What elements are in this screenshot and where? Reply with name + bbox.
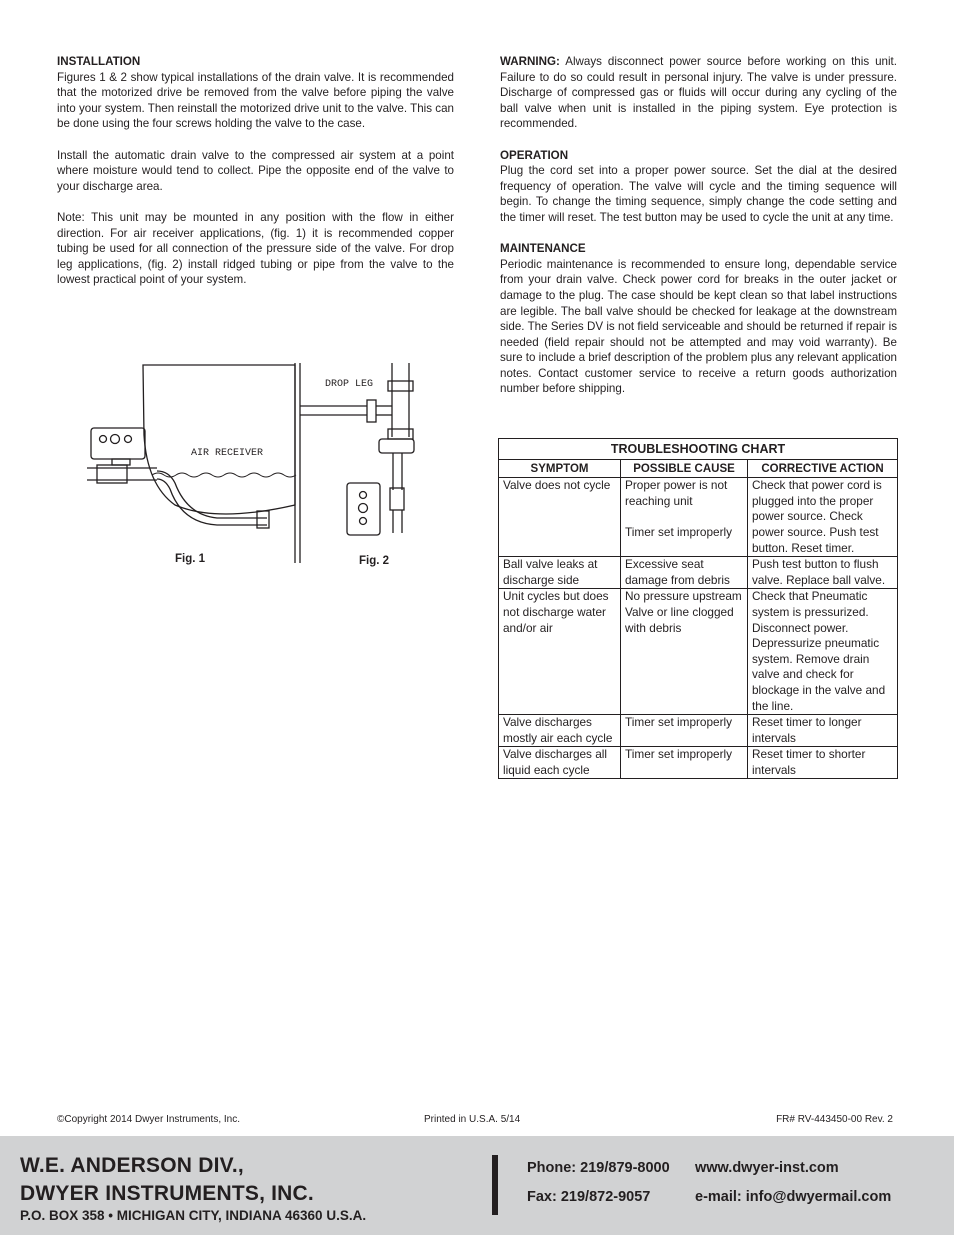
air-receiver-tank [143, 365, 295, 514]
warning-paragraph [500, 54, 897, 132]
action-item: Check that Pneumatic system is pressurized. [752, 589, 869, 619]
water-waves [152, 473, 296, 477]
operation-heading: OPERATION [500, 148, 569, 162]
drop-leg-reducer [379, 439, 414, 453]
installation-paragraph-2: Install the automatic drain valve to the compressed air system at a point where moisture would tend to collect. Pipe the opposite end of the valve to your discharge area. [57, 148, 454, 193]
installation-paragraph-3: Note: This unit may be mounted in any position with the flow in either direction. For air receiver applications, (fig. 1) it is recommended copper tubing be used for all connection of the pressure side of the valve. For drop leg applications, (fig. 2) install ridged tubing or pipe from the valve to the lowest practical point of your system. [57, 210, 454, 287]
table-row [499, 747, 898, 779]
fig2-ball-valve [390, 488, 404, 510]
header-possible-cause: POSSIBLE CAUSE [621, 459, 748, 478]
table-row [499, 715, 898, 747]
fig2-drain-valve-case [347, 483, 380, 535]
cause-item: Timer set improperly [625, 524, 733, 539]
fig1-drain-valve-case [91, 428, 145, 459]
cause-cell: Excessive seat damage from debris [621, 557, 748, 589]
drop-leg-tee [367, 400, 376, 422]
action-cell: Reset timer to shorter intervals [748, 747, 898, 779]
warning-label: WARNING: [500, 55, 560, 68]
fig1-ball-valve [112, 459, 130, 465]
operation-paragraph: Plug the cord set into a proper power source. Set the dial at the desired frequency of operation. The valve will cycle and the timing sequence will begin. To change the timing sequence, simply change the code setting and the timer will reset. The test button may be used to cycle the unit at any time. [500, 164, 897, 224]
maintenance-paragraph: Periodic maintenance is recommended to ensure long, dependable service from your drain valve. Check power cord for breaks in the outer jacket or damage to the plug. The case should be kept clean so that label instructions are legible. The ball valve should be checked for leakage at the downstream side. The Series DV is not field serviceable and should be returned if repair is needed (field repair should not be attempted and may void warranty). Be sure to include a brief description of the problem plus any relevant application notes. Contact customer service to receive a return goods authorization number before shipping. [500, 257, 897, 396]
cause-item: Proper power is not reaching unit [625, 478, 728, 508]
installation-paragraph-1: Figures 1 & 2 show typical installations of the drain valve. It is recommended that the motorized drive be removed from the valve before piping the valve into your system. Then reinstall the motorized drive unit to the valve. This can be done using the four screws holding the valve to the case. [57, 70, 454, 131]
company-name-line-1: W.E. ANDERSON DIV., [20, 1154, 244, 1177]
table-row [499, 589, 898, 715]
table-row [499, 478, 898, 557]
symptom-cell: Valve does not cycle [499, 478, 621, 557]
symptom-cell: Unit cycles but does not discharge water and/or air [499, 589, 621, 715]
figure-1-caption: Fig. 1 [175, 553, 206, 565]
cause-cell [621, 589, 748, 715]
action-cell [748, 589, 898, 715]
drop-leg-label: DROP LEG [325, 379, 374, 390]
cause-item: No pressure upstream [625, 589, 742, 604]
printed-text: Printed in U.S.A. 5/14 [424, 1114, 521, 1125]
symptom-cell: Ball valve leaks at discharge side [499, 557, 621, 589]
cause-item: Valve or line clogged with debris [625, 604, 734, 635]
email-link[interactable]: e-mail: info@dwyermail.com [695, 1189, 892, 1205]
copyright-text: ©Copyright 2014 Dwyer Instruments, Inc. [57, 1114, 240, 1125]
table-row [499, 557, 898, 589]
header-symptom: SYMPTOM [499, 459, 621, 478]
maintenance-heading: MAINTENANCE [500, 242, 586, 256]
cause-cell: Timer set improperly [621, 747, 748, 779]
fig1-copper-tubing [157, 471, 267, 518]
warning-text: Always disconnect power source before working on this unit. Failure to do so could result in personal injury. The valve is under pressure. Discharge of compressed gas or fluids will occur during any cycling of the ball valve when unit is installed in the piping system. Eye protection is recommended. [500, 55, 897, 131]
form-number: FR# RV-443450-00 Rev. 2 [776, 1114, 893, 1125]
figure-2-caption: Fig. 2 [359, 555, 390, 567]
chart-title: TROUBLESHOOTING CHART [499, 439, 898, 460]
footer-divider [492, 1155, 498, 1215]
fax-number: Fax: 219/872-9057 [527, 1189, 651, 1205]
company-name-line-2: DWYER INSTRUMENTS, INC. [20, 1182, 314, 1205]
installation-figures [57, 355, 457, 575]
troubleshooting-chart [498, 438, 898, 779]
action-item: Disconnect power. Depressurize pneumatic system. Remove drain valve and check for blockage in the valve and the line. [752, 620, 886, 713]
symptom-cell: Valve discharges all liquid each cycle [499, 747, 621, 779]
action-cell: Reset timer to longer intervals [748, 715, 898, 747]
air-receiver-label: AIR RECEIVER [191, 448, 264, 459]
phone-number: Phone: 219/879-8000 [527, 1160, 670, 1176]
installation-heading: INSTALLATION [57, 55, 141, 68]
installation-section [57, 54, 454, 288]
company-address: P.O. BOX 358 • MICHIGAN CITY, INDIANA 46360 U.S.A. [20, 1208, 367, 1223]
action-cell: Push test button to flush valve. Replace ball valve. [748, 557, 898, 589]
warning-operation-maintenance [500, 54, 897, 397]
symptom-cell: Valve discharges mostly air each cycle [499, 715, 621, 747]
header-corrective-action: CORRECTIVE ACTION [748, 459, 898, 478]
action-cell: Check that power cord is plugged into the proper power source. Check power source. Push test button. Reset timer. [748, 478, 898, 557]
cause-cell: Timer set improperly [621, 715, 748, 747]
cause-cell [621, 478, 748, 557]
website-link[interactable]: www.dwyer-inst.com [695, 1160, 839, 1176]
